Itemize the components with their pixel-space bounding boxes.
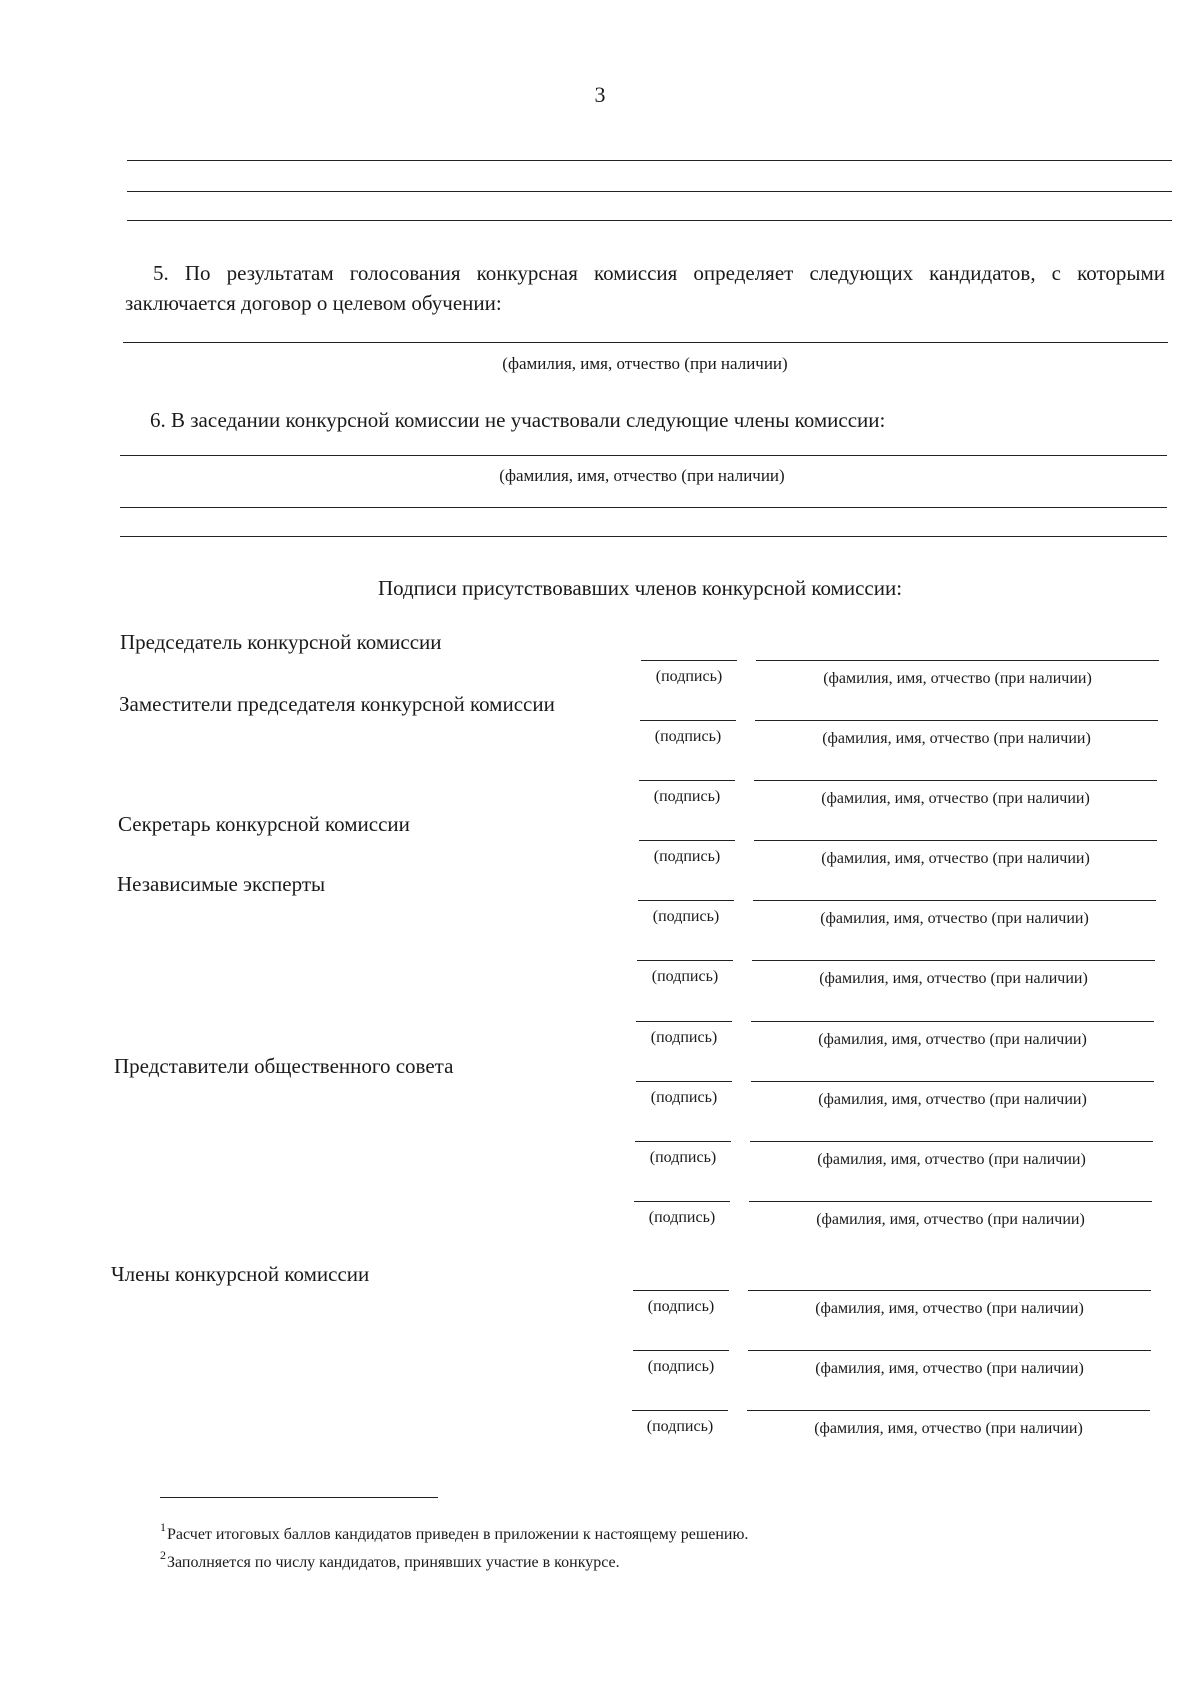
- signature-caption: (подпись): [651, 968, 719, 985]
- page-number: 3: [594, 82, 606, 107]
- name-caption: (фамилия, имя, отчество (при наличии): [814, 1420, 1083, 1437]
- signature-blank-line: [638, 900, 734, 901]
- name-blank-line: [750, 1141, 1153, 1142]
- name-blank-line: [755, 720, 1158, 721]
- footnote-mark: 1: [160, 1520, 166, 1534]
- name-caption: (фамилия, имя, отчество (при наличии): [815, 1300, 1084, 1317]
- signature-caption: (подпись): [654, 728, 722, 745]
- blank-line: [127, 220, 1172, 221]
- footnote-separator: [160, 1497, 438, 1498]
- signature-caption: (подпись): [646, 1418, 714, 1435]
- name-caption: (фамилия, имя, отчество (при наличии): [816, 1211, 1085, 1228]
- signature-caption: (подпись): [653, 848, 721, 865]
- signatures-title: Подписи присутствовавших членов конкурсной комиссии:: [377, 576, 903, 600]
- role-independent-experts: Независимые эксперты: [117, 872, 326, 896]
- name-caption: (фамилия, имя, отчество (при наличии): [822, 730, 1091, 747]
- role-secretary: Секретарь конкурсной комиссии: [118, 812, 410, 836]
- signature-blank-line: [639, 780, 735, 781]
- name-blank-line: [756, 660, 1159, 661]
- signature-caption: (подпись): [647, 1358, 715, 1375]
- signature-blank-line: [632, 1410, 728, 1411]
- name-caption: (фамилия, имя, отчество (при наличии): [823, 670, 1092, 687]
- footnote-2: [160, 1548, 620, 1572]
- name-caption: (фамилия, имя, отчество (при наличии): [817, 1151, 1086, 1168]
- signature-blank-line: [635, 1141, 731, 1142]
- name-caption: (фамилия, имя, отчество (при наличии): [821, 790, 1090, 807]
- signature-caption: (подпись): [647, 1298, 715, 1315]
- name-blank-line: [751, 1021, 1154, 1022]
- name-caption: (фамилия, имя, отчество (при наличии): [815, 1360, 1084, 1377]
- signature-caption: (подпись): [648, 1209, 716, 1226]
- blank-line: [120, 455, 1167, 456]
- name-blank-line: [748, 1350, 1151, 1351]
- signature-blank-line: [633, 1350, 729, 1351]
- signature-caption: (подпись): [653, 788, 721, 805]
- name-blank-line: [752, 960, 1155, 961]
- role-deputy-chairmen: Заместители председателя конкурсной комиссии: [119, 692, 555, 716]
- name-blank-line: [754, 780, 1157, 781]
- name-caption: (фамилия, имя, отчество (при наличии): [499, 466, 785, 485]
- signature-caption: (подпись): [650, 1089, 718, 1106]
- blank-line: [127, 191, 1172, 192]
- footnote-text: Расчет итоговых баллов кандидатов приведен в приложении к настоящему решению.: [167, 1526, 749, 1543]
- signature-blank-line: [640, 720, 736, 721]
- name-caption: (фамилия, имя, отчество (при наличии): [821, 850, 1090, 867]
- name-blank-line: [751, 1081, 1154, 1082]
- name-blank-line: [749, 1201, 1152, 1202]
- name-blank-line: [748, 1290, 1151, 1291]
- footnote-mark: 2: [160, 1548, 166, 1562]
- signature-blank-line: [641, 660, 737, 661]
- name-blank-line: [754, 840, 1157, 841]
- name-caption: (фамилия, имя, отчество (при наличии): [502, 354, 788, 373]
- signature-caption: (подпись): [655, 668, 723, 685]
- role-chairman: Председатель конкурсной комиссии: [120, 630, 442, 654]
- name-caption: (фамилия, имя, отчество (при наличии): [819, 970, 1088, 987]
- blank-line: [127, 160, 1172, 161]
- signature-caption: (подпись): [652, 908, 720, 925]
- name-blank-line: [747, 1410, 1150, 1411]
- role-commission-members: Члены конкурсной комиссии: [111, 1262, 370, 1286]
- name-caption: (фамилия, имя, отчество (при наличии): [818, 1091, 1087, 1108]
- paragraph-6: 6. В заседании конкурсной комиссии не участвовали следующие члены комиссии:: [150, 408, 886, 432]
- footnote-text: Заполняется по числу кандидатов, принявших участие в конкурсе.: [167, 1554, 620, 1571]
- signature-blank-line: [636, 1021, 732, 1022]
- signature-caption: (подпись): [650, 1029, 718, 1046]
- name-blank-line: [753, 900, 1156, 901]
- signature-blank-line: [639, 840, 735, 841]
- role-public-council: Представители общественного совета: [114, 1054, 454, 1078]
- signature-blank-line: [636, 1081, 732, 1082]
- signature-blank-line: [633, 1290, 729, 1291]
- signature-caption: (подпись): [649, 1149, 717, 1166]
- blank-line: [120, 536, 1167, 537]
- paragraph-5: 5. По результатам голосования конкурсная комиссия определяет следующих кандидатов, с которыми заключается договор о целевом обучении:: [125, 261, 1165, 315]
- signature-blank-line: [634, 1201, 730, 1202]
- name-caption: (фамилия, имя, отчество (при наличии): [818, 1031, 1087, 1048]
- footnote-1: [160, 1520, 748, 1544]
- blank-line: [123, 342, 1168, 343]
- signature-blank-line: [637, 960, 733, 961]
- blank-line: [120, 507, 1167, 508]
- name-caption: (фамилия, имя, отчество (при наличии): [820, 910, 1089, 927]
